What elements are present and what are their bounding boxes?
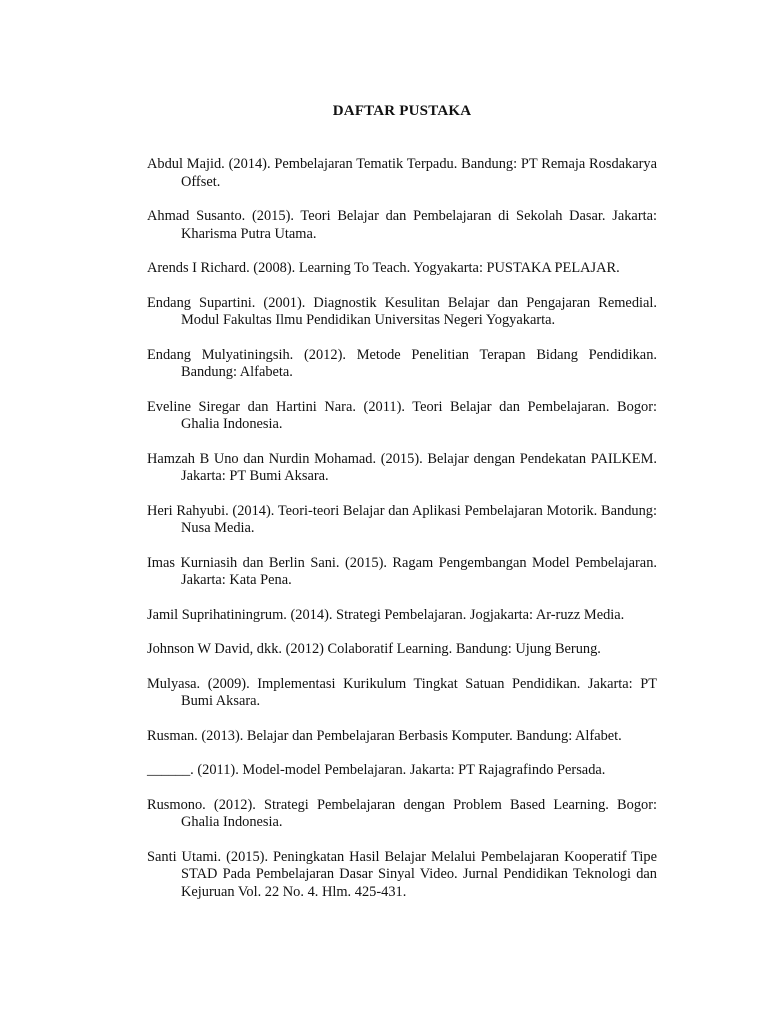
- reference-entry: Rusman. (2013). Belajar dan Pembelajaran Berbasis Komputer. Bandung: Alfabet.: [147, 727, 622, 744]
- reference-entry: Endang Supartini. (2001). Diagnostik Kesulitan Belajar dan Pengajaran Remedial. Modul Fakultas Ilmu Pendidikan Universitas Negeri Yogyakarta.: [147, 294, 657, 328]
- reference-entry: Arends I Richard. (2008). Learning To Teach. Yogyakarta: PUSTAKA PELAJAR.: [147, 260, 620, 276]
- reference-entry: Johnson W David, dkk. (2012) Colaboratif Learning. Bandung: Ujung Berung.: [147, 641, 601, 657]
- reference-entry: Ahmad Susanto. (2015). Teori Belajar dan Pembelajaran di Sekolah Dasar. Jakarta: Kharisma Putra Utama.: [147, 208, 657, 242]
- page-title: DAFTAR PUSTAKA: [332, 103, 472, 119]
- reference-entry: Santi Utami. (2015). Peningkatan Hasil Belajar Melalui Pembelajaran Kooperatif Tipe STAD Pada Pembelajaran Dasar Sinyal Video. Jurnal Pendidikan Teknologi dan Kejuruan Vol. 22 No. 4. Hlm. 425-431.: [147, 848, 657, 900]
- reference-entry: Heri Rahyubi. (2014). Teori-teori Belajar dan Aplikasi Pembelajaran Motorik. Bandung: Nusa Media.: [147, 502, 657, 536]
- reference-entry: Abdul Majid. (2014). Pembelajaran Tematik Terpadu. Bandung: PT Remaja Rosdakarya Offset.: [147, 156, 657, 190]
- reference-entry: Rusmono. (2012). Strategi Pembelajaran dengan Problem Based Learning. Bogor: Ghalia Indonesia.: [147, 796, 657, 830]
- reference-list: [147, 156, 657, 918]
- reference-entry: Endang Mulyatiningsih. (2012). Metode Penelitian Terapan Bidang Pendidikan. Bandung: Alfabeta.: [147, 346, 657, 380]
- reference-entry: Jamil Suprihatiningrum. (2014). Strategi Pembelajaran. Jogjakarta: Ar-ruzz Media.: [147, 606, 625, 623]
- reference-entry: Eveline Siregar dan Hartini Nara. (2011). Teori Belajar dan Pembelajaran. Bogor: Ghalia Indonesia.: [147, 398, 657, 432]
- reference-entry: Mulyasa. (2009). Implementasi Kurikulum Tingkat Satuan Pendidikan. Jakarta: PT Bumi Aksara.: [147, 675, 657, 709]
- reference-entry: ______. (2011). Model-model Pembelajaran. Jakarta: PT Rajagrafindo Persada.: [147, 762, 606, 778]
- reference-entry: Hamzah B Uno dan Nurdin Mohamad. (2015). Belajar dengan Pendekatan PAILKEM. Jakarta: PT Bumi Aksara.: [147, 450, 657, 484]
- reference-entry: Imas Kurniasih dan Berlin Sani. (2015). Ragam Pengembangan Model Pembelajaran. Jakarta: Kata Pena.: [147, 554, 657, 588]
